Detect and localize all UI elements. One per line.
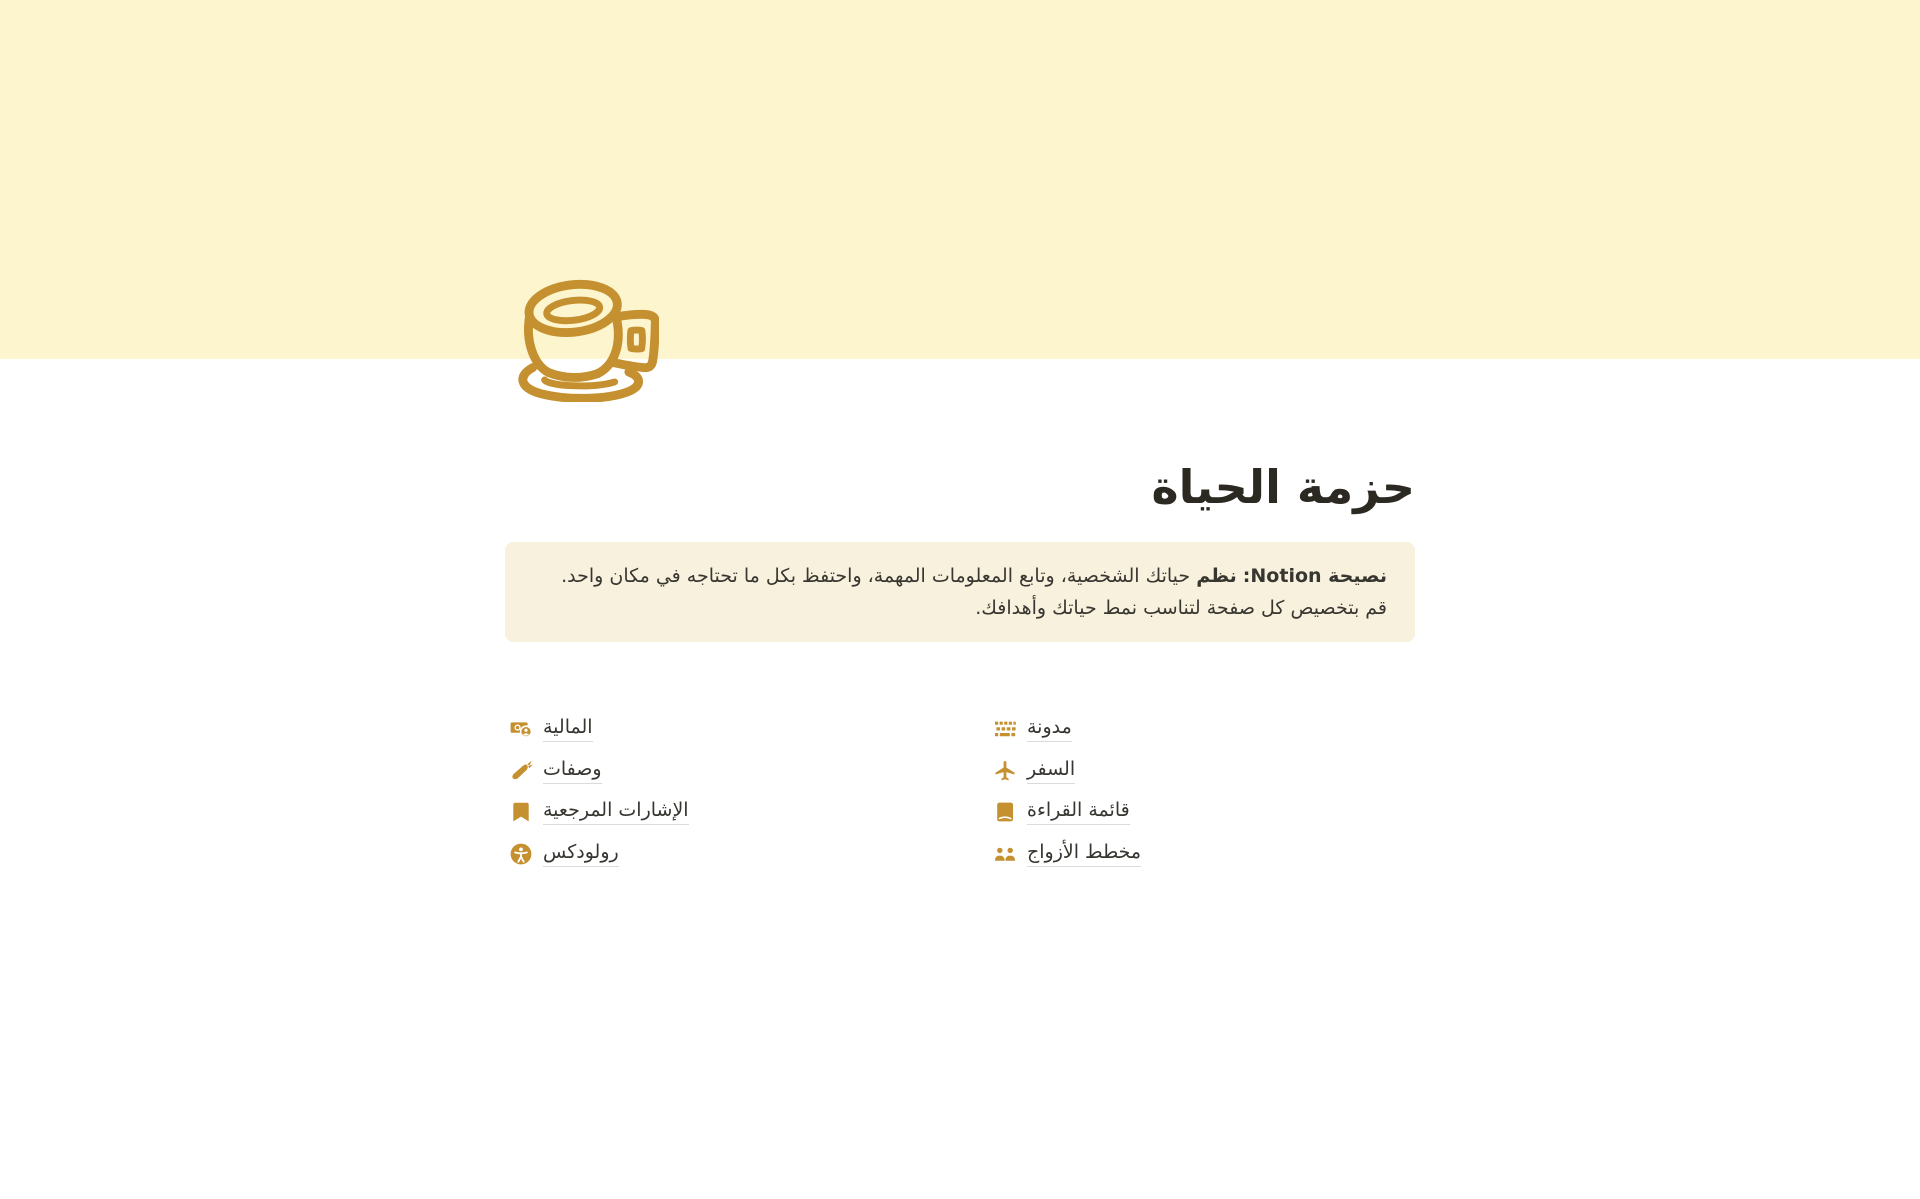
people-icon xyxy=(993,842,1017,866)
carrot-icon xyxy=(509,759,533,783)
page-link-couples-planner[interactable] xyxy=(989,839,1415,869)
book-icon xyxy=(993,800,1017,824)
rolodex-person-icon xyxy=(509,842,533,866)
money-icon xyxy=(509,717,533,741)
page-link-finance[interactable] xyxy=(505,714,931,744)
page-title: حزمة الحياة xyxy=(1151,460,1415,514)
page-link-label: رولودكس xyxy=(543,841,619,867)
page-link-label: مدونة xyxy=(1027,716,1072,742)
page-link-travel[interactable] xyxy=(989,756,1415,786)
page-link-label: قائمة القراءة xyxy=(1027,799,1130,825)
page-link-label: السفر xyxy=(1027,758,1075,784)
page-link-blog[interactable] xyxy=(989,714,1415,744)
bookmark-icon xyxy=(509,800,533,824)
callout-line1: حياتك الشخصية، وتابع المعلومات المهمة، واحتفظ بكل ما تحتاجه في مكان واحد. xyxy=(561,565,1191,587)
coffee-cup-icon xyxy=(513,276,659,402)
page-link-label: المالية xyxy=(543,716,593,742)
callout-tip-label: نصيحة Notion: xyxy=(1242,565,1387,587)
page-link-rolodex[interactable] xyxy=(505,839,931,869)
page-link-label: مخطط الأزواج xyxy=(1027,841,1141,867)
page-cover-banner xyxy=(0,0,1920,359)
page-link-recipes[interactable] xyxy=(505,756,931,786)
callout-line2: قم بتخصيص كل صفحة لتناسب نمط حياتك وأهدافك. xyxy=(975,597,1387,619)
page-link-label: وصفات xyxy=(543,758,602,784)
page-link-reading-list[interactable] xyxy=(989,797,1415,827)
links-column-right xyxy=(989,714,1415,880)
keyboard-icon xyxy=(993,717,1017,741)
notion-tip-callout xyxy=(505,542,1415,642)
page-content xyxy=(505,456,1415,880)
links-column-left xyxy=(505,714,931,880)
airplane-icon xyxy=(993,759,1017,783)
page-icon-coffee-cup[interactable] xyxy=(513,276,659,402)
page-link-bookmarks[interactable] xyxy=(505,797,931,827)
page-link-label: الإشارات المرجعية xyxy=(543,799,689,825)
page-links-columns xyxy=(505,714,1415,880)
callout-verb-bold: نظم xyxy=(1196,565,1237,587)
